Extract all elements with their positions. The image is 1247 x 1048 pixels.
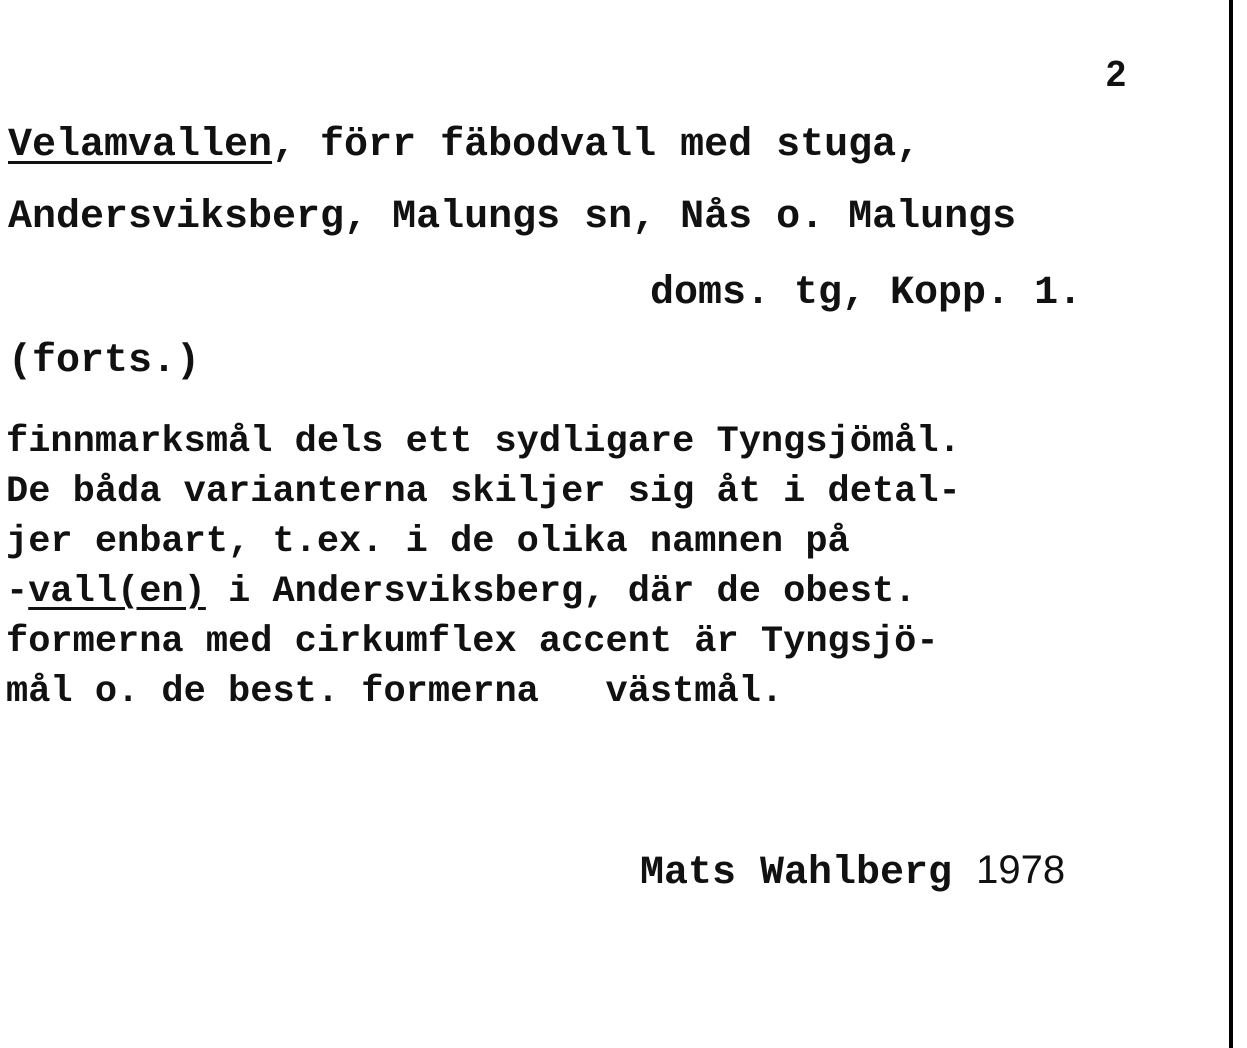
body-line-4 xyxy=(6,570,916,614)
heading-line-1 xyxy=(8,124,920,168)
heading-line-2: Andersviksberg, Malungs sn, Nås o. Malungs xyxy=(8,195,1017,240)
body-line-6: mål o. de best. formerna västmål. xyxy=(6,671,784,713)
signature xyxy=(640,848,1065,896)
heading-line-1-rest: , förr fäbodvall med stuga, xyxy=(272,123,921,168)
body-line-1: finnmarksmål dels ett sydligare Tyngsjömål. xyxy=(6,421,961,463)
continued-marker: (forts.) xyxy=(8,339,201,384)
card-right-edge xyxy=(1229,0,1233,1048)
body-line-2: De båda varianterna skiljer sig åt i detal- xyxy=(6,471,961,513)
page-number: 2 xyxy=(1106,53,1127,94)
body-line-4-rest: i Andersviksberg, där de obest. xyxy=(205,571,917,613)
body-line-4-prefix: - xyxy=(6,571,29,613)
signature-author: Mats Wahlberg xyxy=(640,851,953,896)
body-line-5: formerna med cirkumflex accent är Tyngsjö- xyxy=(6,621,939,663)
body-line-3: jer enbart, t.ex. i de olika namnen på xyxy=(6,521,850,563)
place-name: Velamvallen xyxy=(8,123,273,168)
vallen-term: vall(en) xyxy=(28,571,206,613)
heading-line-3: doms. tg, Kopp. 1. xyxy=(650,271,1083,316)
signature-year: 1978 xyxy=(976,848,1066,892)
